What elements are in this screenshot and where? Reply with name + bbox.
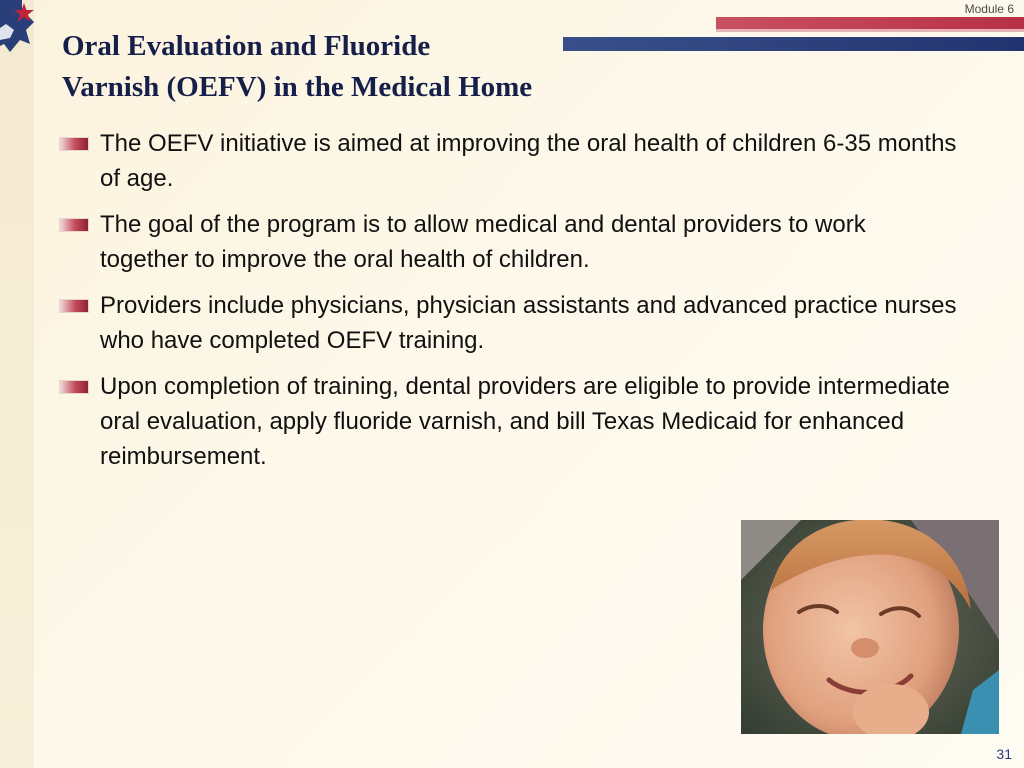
child-photo (741, 520, 999, 734)
bullet-item (60, 369, 960, 474)
bullet-marker-icon (60, 300, 88, 312)
slide-title-line-2: Varnish (OEFV) in the Medical Home (62, 71, 533, 103)
bullet-item (60, 288, 960, 358)
texas-star-logo-icon (0, 0, 40, 60)
bullet-list (60, 126, 960, 485)
bullet-text: The goal of the program is to allow medical and dental providers to work together to improve the oral health of children. (100, 211, 866, 273)
header-red-bar-shadow (716, 29, 1024, 32)
bullet-item (60, 207, 960, 277)
bullet-text: The OEFV initiative is aimed at improving the oral health of children 6-35 months of age. (100, 130, 957, 192)
bullet-item (60, 126, 960, 196)
page-number: 31 (996, 746, 1012, 762)
bullet-text: Upon completion of training, dental providers are eligible to provide intermediate oral evaluation, apply fluoride varnish, and bill Texas Medicaid for enhanced reimbursement. (100, 373, 950, 470)
left-decorative-stripe (0, 0, 34, 768)
bullet-marker-icon (60, 219, 88, 231)
header-red-bar (716, 17, 1024, 29)
module-label: Module 6 (964, 2, 1014, 16)
bullet-text: Providers include physicians, physician assistants and advanced practice nurses who have completed OEFV training. (100, 292, 957, 354)
slide-title (62, 26, 702, 108)
bullet-marker-icon (60, 381, 88, 393)
bullet-marker-icon (60, 138, 88, 150)
slide-title-line-1: Oral Evaluation and Fluoride (62, 30, 431, 62)
